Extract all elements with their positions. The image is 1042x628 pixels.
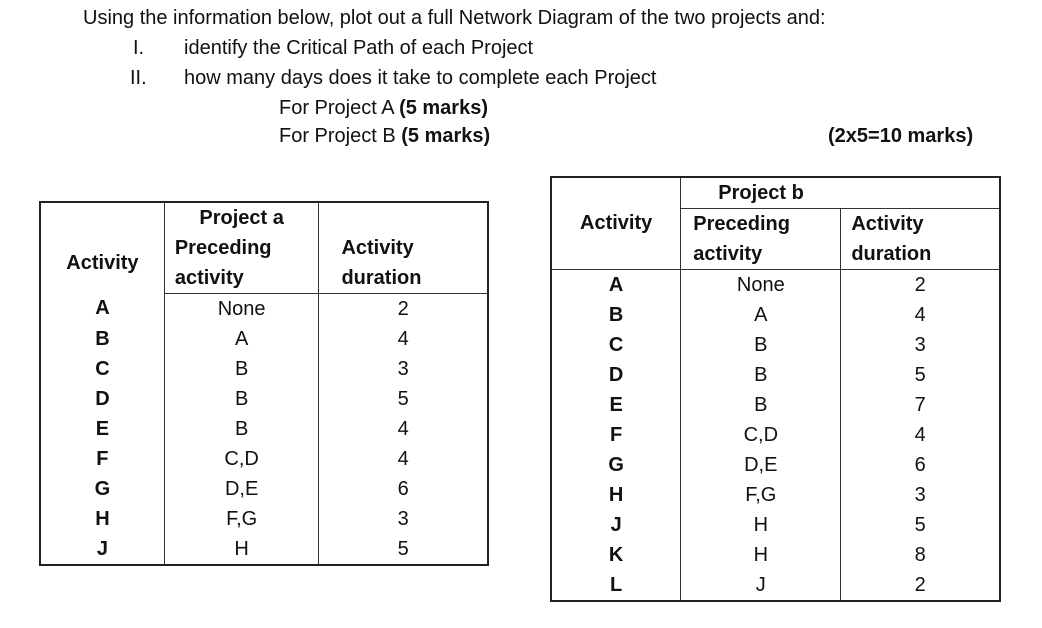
project-b-row xyxy=(551,300,1000,330)
project-b-preceding-cell: B xyxy=(681,390,841,420)
project-b-preceding-cell: B xyxy=(681,360,841,390)
project-b-activity-cell: J xyxy=(551,510,681,540)
project-b-duration-cell: 4 xyxy=(914,423,926,446)
project-a-row xyxy=(40,324,488,354)
project-a-duration-cell: 4 xyxy=(397,447,409,470)
project-a-duration-cell: 3 xyxy=(397,357,409,380)
project-b-activity-cell: L xyxy=(551,570,681,601)
project-a-duration-cell: 5 xyxy=(397,537,409,560)
project-b-row xyxy=(551,510,1000,540)
project-b-preceding-cell: B xyxy=(681,330,841,360)
project-b-header-preceding-1: Preceding xyxy=(681,209,841,240)
project-b-row xyxy=(551,570,1000,601)
project-a-row xyxy=(40,474,488,504)
project-b-header-duration-2: duration xyxy=(841,239,1000,270)
project-a-activity-cell: G xyxy=(40,474,164,504)
project-b-activity-cell: F xyxy=(551,420,681,450)
project-a-preceding-cell: C,D xyxy=(164,444,319,474)
project-a-marks-label: For Project A xyxy=(279,97,394,119)
item-numeral-1: I. xyxy=(133,37,145,59)
project-b-activity-cell: E xyxy=(551,390,681,420)
project-b-duration-cell: 3 xyxy=(914,333,926,356)
project-a-preceding-cell: D,E xyxy=(164,474,319,504)
project-b-header-duration-1: Activity xyxy=(841,209,1000,240)
project-b-marks: (5 marks) xyxy=(401,125,491,147)
project-b-preceding-cell: None xyxy=(681,270,841,301)
project-a-duration-cell: 4 xyxy=(397,327,409,350)
project-a-row xyxy=(40,354,488,384)
project-b-preceding-cell: A xyxy=(681,300,841,330)
project-b-duration-cell: 7 xyxy=(914,393,926,416)
project-a-header-activity: Activity xyxy=(40,233,164,294)
project-b-duration-cell: 2 xyxy=(914,273,926,296)
project-a-title: Project a xyxy=(164,202,319,233)
project-a-duration-cell: 2 xyxy=(397,297,409,320)
project-b-row xyxy=(551,390,1000,420)
project-a-row xyxy=(40,414,488,444)
project-a-preceding-cell: B xyxy=(164,414,319,444)
item-text-1: identify the Critical Path of each Project xyxy=(184,37,534,59)
project-a-preceding-cell: H xyxy=(164,534,319,565)
project-b-row xyxy=(551,360,1000,390)
project-a-activity-cell: J xyxy=(40,534,164,565)
project-b-activity-cell: H xyxy=(551,480,681,510)
project-a-duration-cell: 6 xyxy=(397,477,409,500)
project-a-row xyxy=(40,384,488,414)
project-a-preceding-cell: B xyxy=(164,354,319,384)
project-b-preceding-cell: J xyxy=(681,570,841,601)
project-a-activity-cell: D xyxy=(40,384,164,414)
project-b-activity-cell: B xyxy=(551,300,681,330)
project-a-row xyxy=(40,294,488,325)
project-b-row xyxy=(551,270,1000,301)
project-a-duration-cell: 3 xyxy=(397,507,409,530)
project-b-duration-cell: 5 xyxy=(914,363,926,386)
project-a-title-spacer-1 xyxy=(40,202,164,233)
project-b-duration-cell: 5 xyxy=(914,513,926,536)
project-a-activity-cell: E xyxy=(40,414,164,444)
project-a-preceding-cell: None xyxy=(164,294,319,325)
project-a-activity-cell: C xyxy=(40,354,164,384)
project-b-title-spacer-1 xyxy=(551,177,681,209)
project-b-row xyxy=(551,540,1000,570)
total-marks: (2x5=10 marks) xyxy=(828,125,974,147)
project-b-row xyxy=(551,420,1000,450)
project-a-header-duration-1: Activity xyxy=(341,236,414,259)
project-b-duration-cell: 3 xyxy=(914,483,926,506)
project-b-marks-label: For Project B xyxy=(279,125,396,147)
project-a-activity-cell: A xyxy=(40,294,164,325)
project-b-preceding-cell: C,D xyxy=(681,420,841,450)
project-b-preceding-cell: H xyxy=(681,540,841,570)
item-numeral-2: II. xyxy=(130,67,147,89)
project-b-header-activity: Activity xyxy=(551,209,681,240)
project-a-title-spacer-2 xyxy=(319,202,488,233)
project-b-preceding-cell: F,G xyxy=(681,480,841,510)
project-b-activity-cell: K xyxy=(551,540,681,570)
project-b-row xyxy=(551,450,1000,480)
project-a-preceding-cell: B xyxy=(164,384,319,414)
project-b-header-preceding-2: activity xyxy=(681,239,841,270)
project-a-activity-cell: B xyxy=(40,324,164,354)
project-a-activity-cell: H xyxy=(40,504,164,534)
project-a-marks: (5 marks) xyxy=(399,97,488,119)
project-b-title-spacer-2 xyxy=(841,177,1000,209)
project-a-activity-cell: F xyxy=(40,444,164,474)
project-b-preceding-cell: D,E xyxy=(681,450,841,480)
project-b-title: Project b xyxy=(718,181,804,204)
project-b-duration-cell: 8 xyxy=(914,543,926,566)
instructions-intro: Using the information below, plot out a full Network Diagram of the two projects and: xyxy=(83,7,826,29)
project-b-activity-cell: D xyxy=(551,360,681,390)
project-b-activity-cell: C xyxy=(551,330,681,360)
project-b-duration-cell: 2 xyxy=(914,573,926,596)
project-a-marks-line xyxy=(279,96,488,120)
project-b-marks-line xyxy=(279,124,490,148)
project-a-header-duration-2: duration xyxy=(319,263,488,294)
project-b-table xyxy=(550,176,1001,602)
item-text-2: how many days does it take to complete each Project xyxy=(184,67,657,89)
project-b-row xyxy=(551,480,1000,510)
project-a-header-preceding-2: activity xyxy=(164,263,319,294)
project-a-row xyxy=(40,504,488,534)
project-b-activity-cell: G xyxy=(551,450,681,480)
project-a-duration-cell: 5 xyxy=(397,387,409,410)
project-a-row xyxy=(40,534,488,565)
project-b-duration-cell: 4 xyxy=(914,303,926,326)
project-b-row xyxy=(551,330,1000,360)
project-b-header-spacer xyxy=(551,239,681,270)
project-b-activity-cell: A xyxy=(551,270,681,301)
project-a-duration-cell: 4 xyxy=(397,417,409,440)
project-a-row xyxy=(40,444,488,474)
project-a-preceding-cell: A xyxy=(164,324,319,354)
project-b-duration-cell: 6 xyxy=(914,453,926,476)
project-b-preceding-cell: H xyxy=(681,510,841,540)
project-a-header-preceding-1: Preceding xyxy=(164,233,319,263)
project-a-table xyxy=(39,201,489,566)
project-a-preceding-cell: F,G xyxy=(164,504,319,534)
